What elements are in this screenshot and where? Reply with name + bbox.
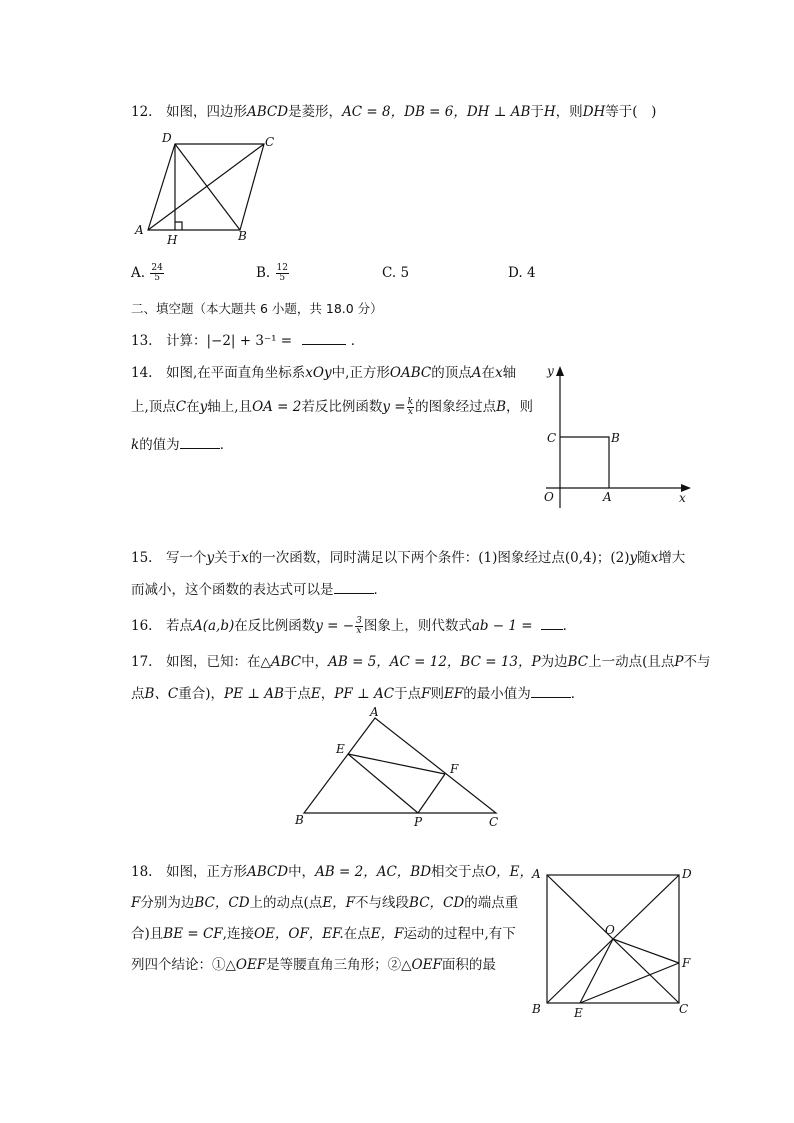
answer-blank [531, 685, 571, 698]
q15-line1: 15. 写一个y关于x的一次函数，同时满足以下两个条件：(1)图象经过点(0,4)；(2)y随x增大 [131, 550, 686, 566]
label-e: E [574, 1006, 583, 1020]
label-c: C [265, 135, 275, 149]
label-b: B [295, 813, 304, 827]
answer-blank [541, 617, 563, 630]
label-b: B [238, 229, 247, 243]
label-c: C [489, 815, 499, 829]
label-a: A [370, 705, 379, 719]
segment-ef [348, 754, 445, 774]
answer-blank [180, 436, 220, 449]
q12-option-c: C. 5 [382, 265, 410, 281]
label-b: B [611, 431, 620, 445]
answer-blank [334, 581, 374, 594]
q18-line1: 18. 如图，正方形ABCD中，AB = 2，AC，BD相交于点O，E， [131, 864, 533, 880]
q18-line4: 列四个结论：①△OEF是等腰直角三角形；②△OEF面积的最 [131, 957, 496, 973]
label-o: O [605, 923, 615, 937]
q16-stem: 16. 若点A(a,b)在反比例函数y = − $\frac{3}{x}$ 图象上，则代数式ab − 1 = ． [131, 616, 577, 636]
q14-line3: k的值为 ． [131, 437, 234, 453]
section-heading: 二、填空题（本大题共 6 小题，共 18.0 分） [131, 301, 383, 316]
right-angle-mark [175, 222, 182, 230]
q14-text-block [131, 364, 541, 464]
label-o: O [544, 490, 554, 504]
answer-blank [302, 332, 346, 345]
q18-line3: 合)且BE = CF,连接OE，OF，EF.在点E，F运动的过程中,有下 [131, 926, 516, 942]
q12-option-a: A. $\frac{24}{5}$ [131, 263, 163, 283]
q12-option-b: B. $\frac{12}{5}$ [256, 263, 288, 283]
label-f: F [450, 762, 459, 776]
segment-ef [580, 963, 679, 1003]
fraction: $\frac{24}{5}$ [151, 263, 163, 283]
y-axis-arrow-icon [556, 366, 564, 376]
label-y: y [547, 364, 554, 378]
q18-square-figure [528, 862, 694, 1022]
label-x: x [679, 491, 686, 505]
label-p: P [414, 815, 423, 829]
label-a: A [603, 490, 612, 504]
q17-line2: 点B、C重合)，PE ⊥ AB于点E，PF ⊥ AC于点F则EF的最小值为 ． [131, 686, 585, 702]
fraction: $\frac{12}{5}$ [276, 263, 288, 283]
q14-line1: 14. 如图,在平面直角坐标系xOy中,正方形OABC的顶点A在x轴 [131, 365, 517, 381]
label-a: A [135, 223, 144, 237]
q12-stem: 12. 如图，四边形ABCD是菱形，AC = 8，DB = 6，DH ⊥ AB于H，则DH等于( ) [131, 104, 657, 120]
label-d: D [162, 131, 172, 145]
label-c: C [547, 431, 557, 445]
q18-line2: F分别为边BC，CD上的动点(点E，F不与线段BC，CD的端点重 [131, 895, 519, 911]
label-b: B [532, 1002, 541, 1016]
diagonal-db [175, 144, 240, 230]
fraction: $\frac{3}{x}$ [356, 616, 362, 636]
segment-of [613, 939, 679, 963]
label-a: A [532, 867, 541, 881]
q12-rhombus-figure [130, 128, 280, 248]
label-d: D [682, 867, 692, 881]
triangle-abc [304, 718, 496, 813]
q15-line2: 而减小，这个函数的表达式可以是 ． [131, 582, 387, 598]
q14-coordinate-figure [538, 362, 694, 510]
square-obac [560, 437, 609, 488]
segment-oe [580, 939, 613, 1003]
segment-pf [418, 774, 445, 813]
q17-line1: 17. 如图，已知：在△ABC中，AB = 5，AC = 12，BC = 13，P为边BC上一动点(且点P不与 [131, 654, 711, 670]
q14-line2: 上,顶点C在y轴上,且OA = 2若反比例函数y = $\frac{k}{x}$ 的图象经过点B，则 [131, 397, 534, 417]
diagonal-ac [148, 144, 264, 230]
label-h: H [167, 233, 178, 247]
q12-option-d: D. 4 [508, 265, 536, 281]
label-f: F [682, 956, 691, 970]
segment-pe [348, 754, 418, 813]
label-e: E [336, 742, 345, 756]
label-c: C [679, 1002, 689, 1016]
q17-triangle-figure [290, 706, 510, 830]
q18-text-block [131, 863, 533, 983]
q13-stem: 13. 计算：|−2| + 3⁻¹ = ． [131, 333, 365, 349]
fraction: $\frac{k}{x}$ [407, 397, 414, 417]
